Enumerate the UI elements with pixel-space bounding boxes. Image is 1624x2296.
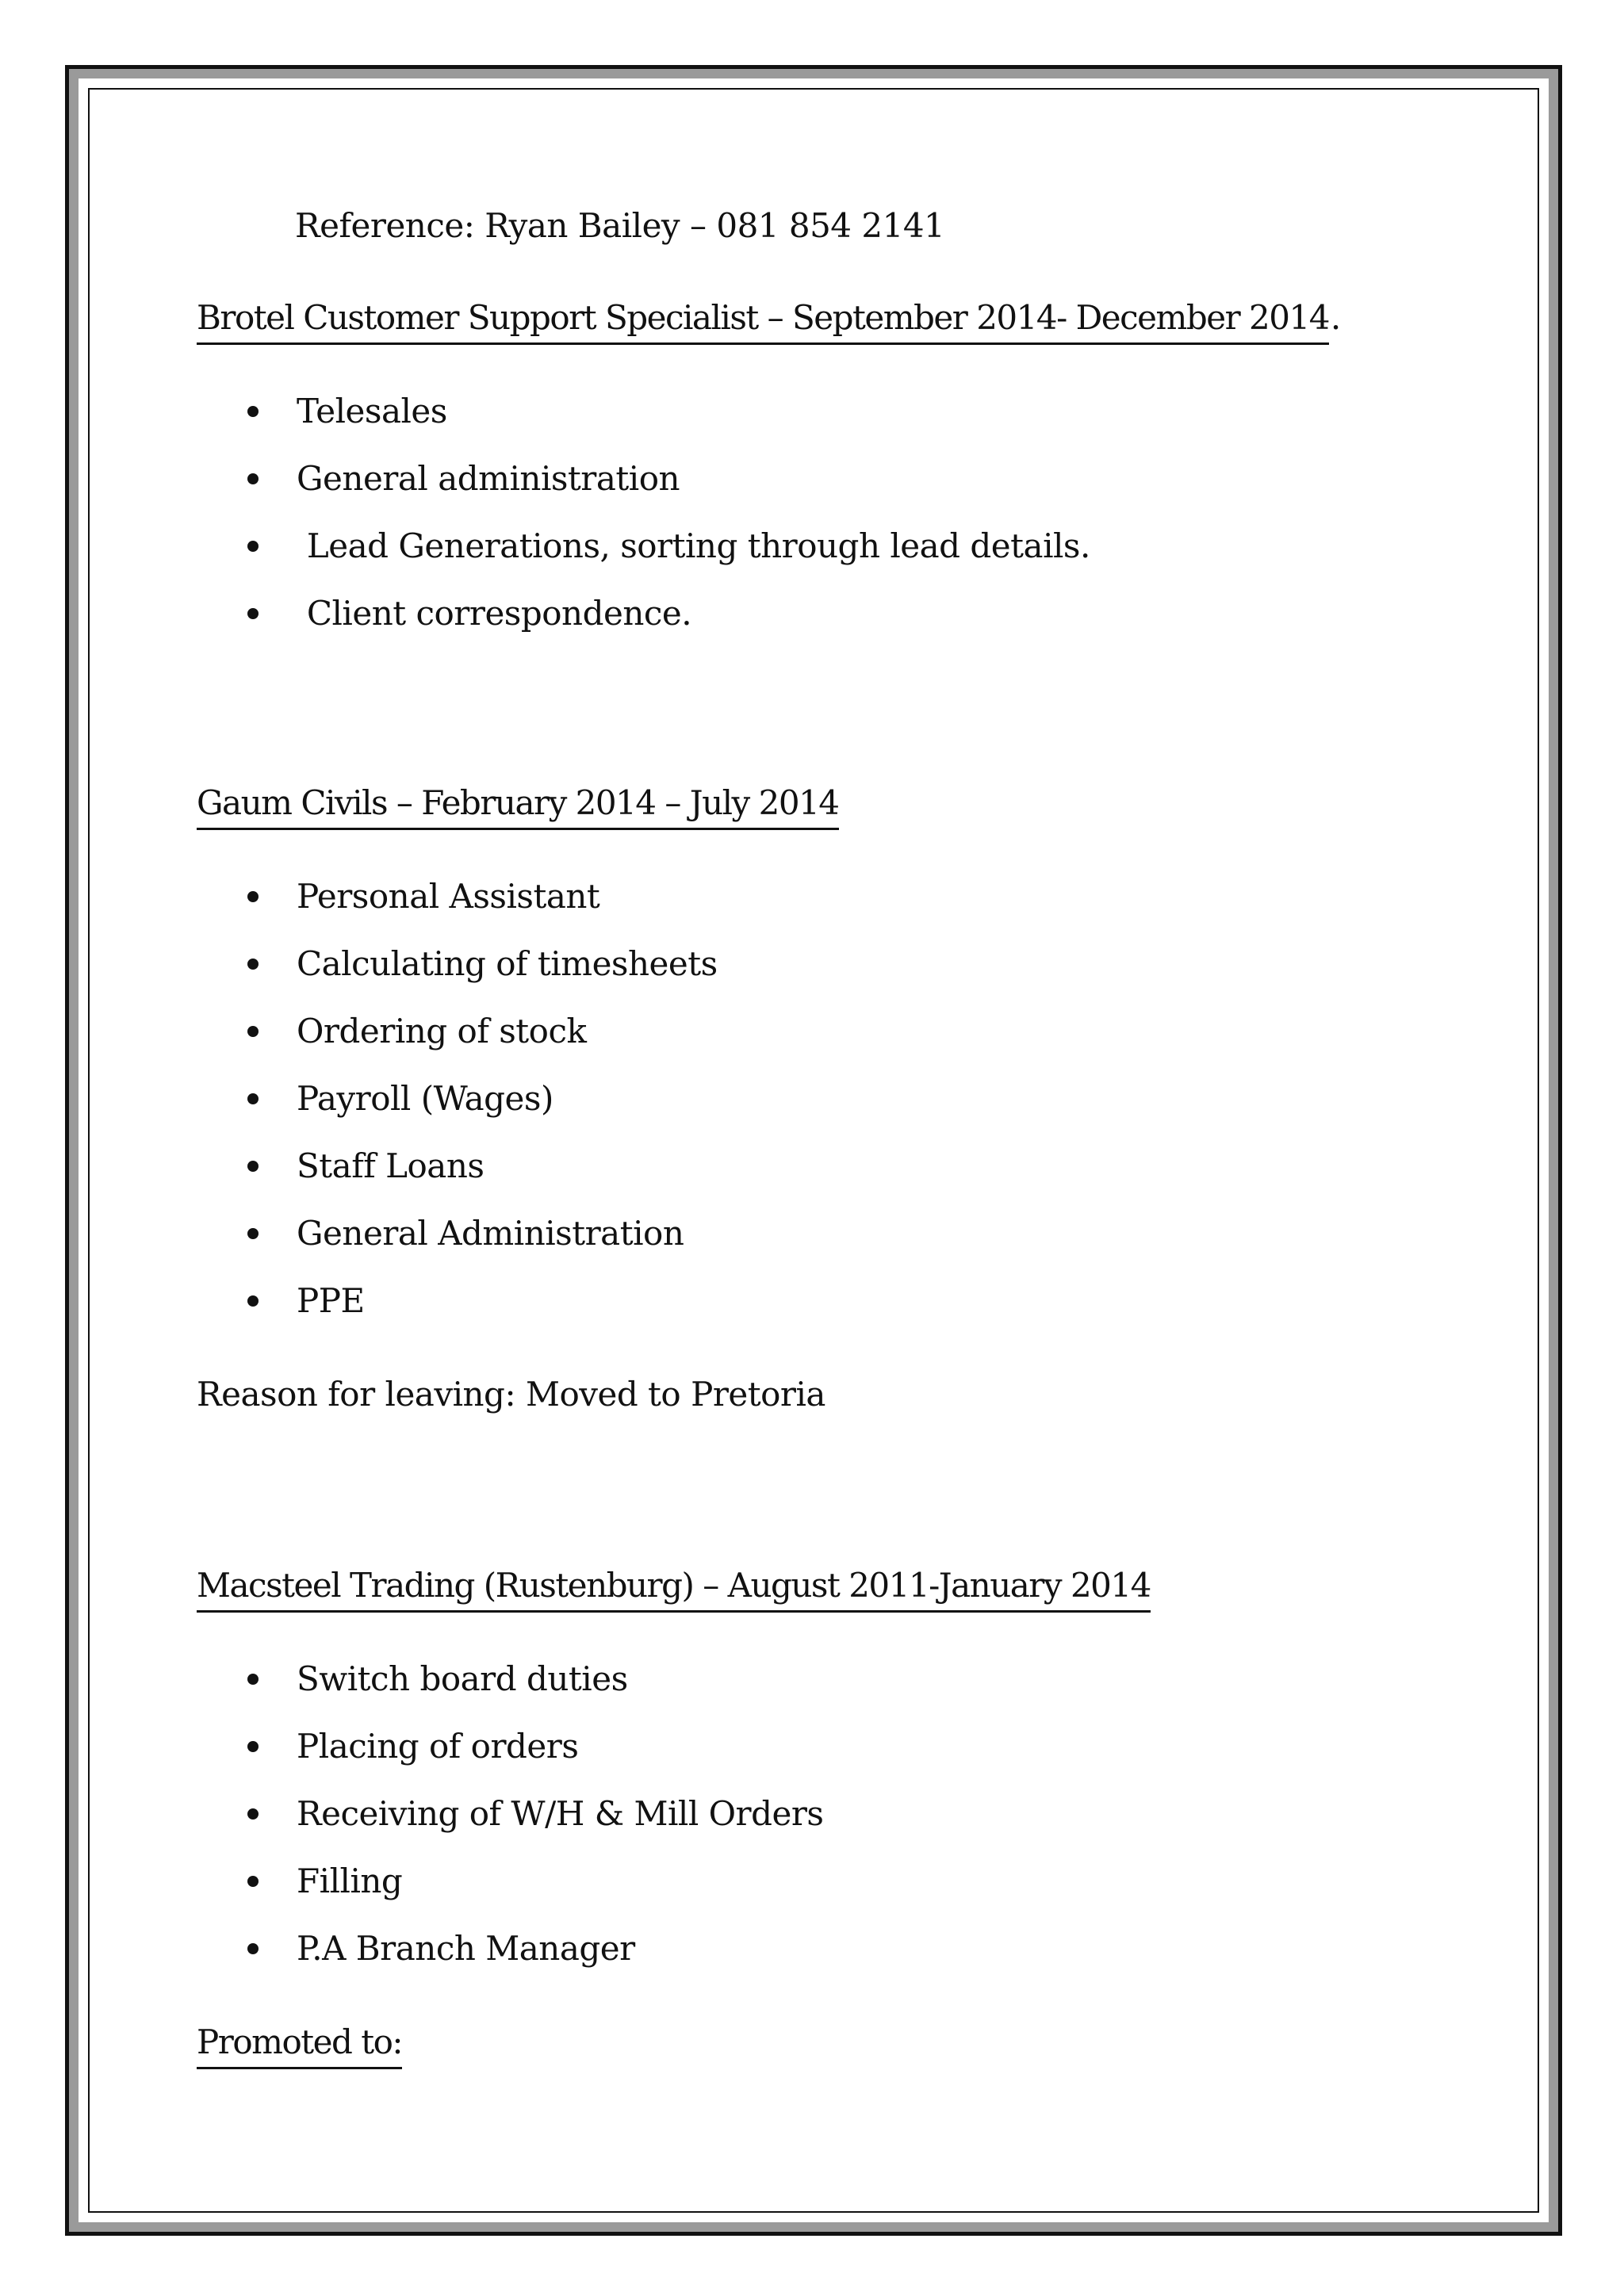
reference-line: Reference: Ryan Bailey – 081 854 2141 <box>295 206 945 245</box>
bullet-icon <box>247 608 259 619</box>
list-item-label: Placing of orders <box>297 1727 579 1766</box>
list-item-label: Staff Loans <box>297 1146 485 1185</box>
list-item <box>247 944 718 984</box>
list-item-label: Personal Assistant <box>297 877 600 916</box>
job-heading-gaum: Gaum Civils – February 2014 – July 2014 <box>197 783 839 830</box>
list-item <box>247 1214 684 1253</box>
bullet-icon <box>247 1808 259 1820</box>
list-item <box>247 1079 553 1119</box>
list-item-label: Payroll (Wages) <box>297 1079 553 1118</box>
list-item-label: Ordering of stock <box>297 1012 587 1050</box>
list-item-label: PPE <box>297 1281 365 1320</box>
job-heading-macsteel: Macsteel Trading (Rustenburg) – August 2011-January 2014 <box>197 1566 1151 1613</box>
list-item-label: General Administration <box>297 1214 684 1253</box>
list-item-label: Lead Generations, sorting through lead details. <box>297 526 1090 565</box>
bullet-icon <box>247 891 259 902</box>
list-item <box>247 594 691 633</box>
list-item <box>247 1659 628 1699</box>
bullet-icon <box>247 473 259 484</box>
list-item <box>247 1727 578 1766</box>
list-item <box>247 1794 824 1834</box>
list-item <box>247 1929 635 1969</box>
reason-for-leaving: Reason for leaving: Moved to Pretoria <box>197 1375 825 1414</box>
promoted-heading: Promoted to: <box>197 2022 402 2069</box>
list-item-label: Filling <box>297 1862 403 1900</box>
bullet-icon <box>247 1295 259 1307</box>
bullet-icon <box>247 1741 259 1752</box>
list-item-label: P.A Branch Manager <box>297 1929 635 1968</box>
list-item <box>247 1862 402 1901</box>
list-item <box>247 392 447 431</box>
list-item <box>247 1146 484 1186</box>
list-item-label: Calculating of timesheets <box>297 944 718 983</box>
list-item <box>247 1281 365 1321</box>
list-item-label: Client correspondence. <box>297 594 692 633</box>
bullet-icon <box>247 1876 259 1887</box>
bullet-icon <box>247 1228 259 1239</box>
list-item <box>247 526 1090 566</box>
bullet-icon <box>247 1026 259 1037</box>
bullet-icon <box>247 1943 259 1954</box>
job-heading-brotel-period: . <box>1330 298 1342 337</box>
list-item <box>247 459 680 499</box>
list-item <box>247 1012 586 1051</box>
list-item <box>247 877 599 916</box>
list-item-label: General administration <box>297 459 680 498</box>
job-heading-brotel: Brotel Customer Support Specialist – September 2014- December 2014 <box>197 298 1329 345</box>
list-item-label: Switch board duties <box>297 1659 628 1698</box>
bullet-icon <box>247 959 259 970</box>
bullet-icon <box>247 1161 259 1172</box>
bullet-icon <box>247 1674 259 1685</box>
bullet-icon <box>247 406 259 417</box>
list-item-label: Receiving of W/H & Mill Orders <box>297 1794 824 1833</box>
list-item-label: Telesales <box>297 392 447 430</box>
bullet-icon <box>247 541 259 552</box>
bullet-icon <box>247 1093 259 1104</box>
